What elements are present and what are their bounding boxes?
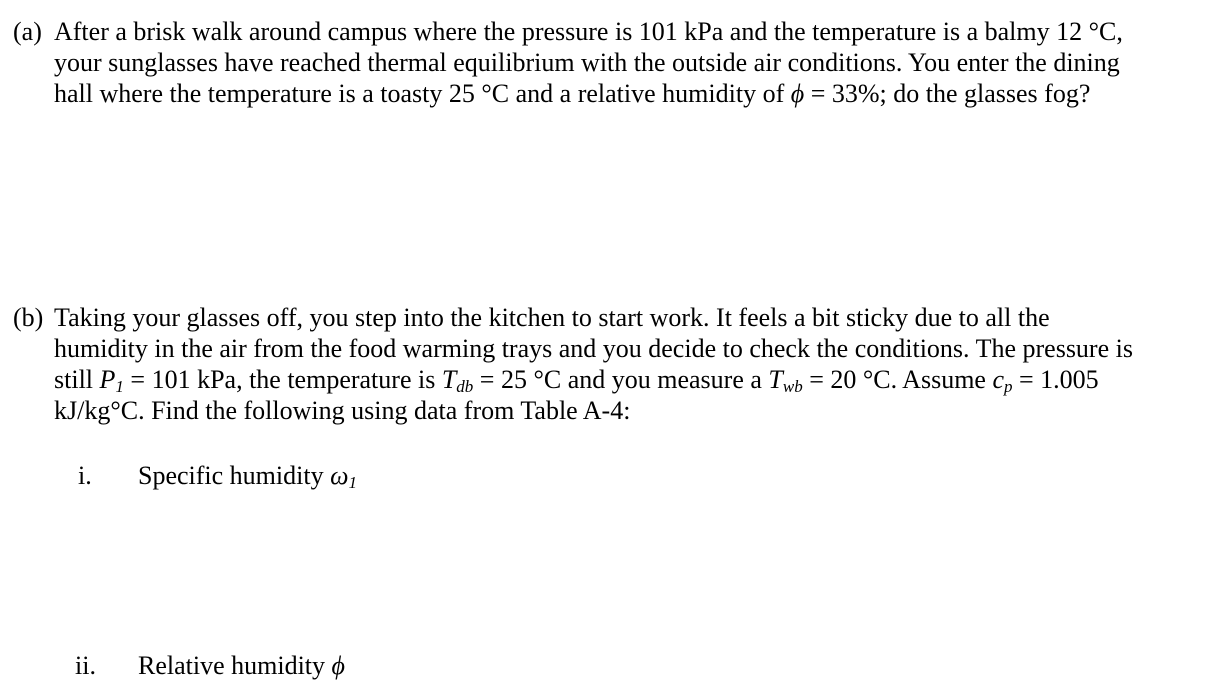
omega-subscript: 1 [348,473,357,492]
part-b-label: (b) [13,303,44,332]
pressure-value-text: = 101 kPa, the temperature is [123,365,442,394]
part-b-line-3 [13,364,1208,395]
part-b-line-1-text: Taking your glasses off, you step into the kitchen to start work. It feels a bit sticky due to all the [54,303,1050,332]
wet-bulb-value-text: = 20 °C. Assume [802,365,993,394]
part-a-line-1 [13,16,1203,47]
sub-question-ii-number: ii. [75,651,96,680]
cp-symbol: c [992,365,1005,394]
part-a-line-3 [13,78,1203,109]
part-a-line-1-text: After a brisk walk around campus where the pressure is 101 kPa and the temperature is a balmy 12 °C, [54,17,1123,46]
relative-humidity-label: Relative humidity [138,651,332,680]
part-b-line-2: humidity in the air from the food warming trays and you decide to check the conditions. The pressure is [54,334,1133,363]
phi-symbol: ϕ [790,79,805,108]
specific-humidity-label: Specific humidity [138,461,331,490]
cp-value-text: = 1.005 [1012,365,1099,394]
sub-question-i-number: i. [78,461,92,490]
cp-subscript: p [1004,377,1013,396]
part-a-line-3-post: = 33%; do the glasses fog? [804,79,1091,108]
part-b-line-1 [13,302,1208,333]
dry-bulb-value-text: = 25 °C and you measure a [473,365,769,394]
wet-bulb-subscript: wb [782,377,803,396]
dry-bulb-symbol: T [441,365,457,394]
sub-question-i [78,460,478,491]
dry-bulb-subscript: db [456,377,474,396]
still-text: still [54,365,100,394]
pressure-symbol: P [99,365,116,394]
omega-symbol: ω [330,461,349,490]
part-a-label: (a) [13,17,42,46]
part-a-line-2: your sunglasses have reached thermal equilibrium with the outside air conditions. You enter the dining [54,48,1120,77]
sub-question-ii-text [138,650,345,681]
sub-question-ii [75,650,475,681]
sub-question-i-text [138,460,357,494]
phi-symbol-2: ϕ [331,651,345,680]
problem-part-a [13,16,1203,109]
wet-bulb-symbol: T [768,365,783,394]
pressure-subscript: 1 [115,377,124,396]
part-b-line-4: kJ/kg°C. Find the following using data from Table A-4: [54,396,631,425]
part-a-line-3-pre: hall where the temperature is a toasty 25 °C and a relative humidity of [54,79,791,108]
problem-part-b [13,302,1208,426]
